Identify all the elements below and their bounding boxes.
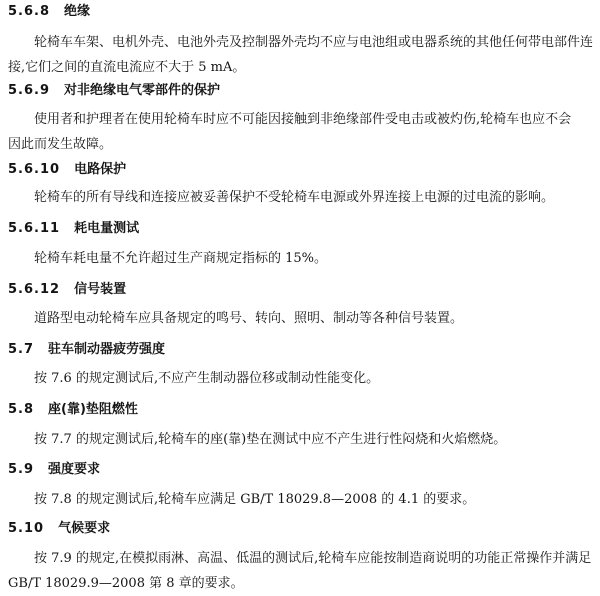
section-paragraph — [8, 185, 594, 210]
section-number: 5.7 — [8, 342, 35, 357]
section-number: 5.9 — [8, 462, 35, 477]
paragraph-line: 轮椅车耗电量不允许超过生产商规定指标的 15%。 — [34, 251, 328, 266]
section-heading — [8, 281, 126, 299]
section-paragraph — [8, 107, 594, 157]
section-number: 5.6.11 — [8, 221, 61, 236]
section-paragraph — [8, 30, 594, 80]
paragraph-line: 轮椅车车架、电机外壳、电池外壳及控制器外壳均不应与电池组或电器系统的其他任何带电部件连 — [34, 35, 594, 50]
section-heading — [8, 341, 165, 359]
section-heading — [8, 82, 220, 100]
paragraph-line: 按 7.7 的规定测试后,轮椅车的座(靠)垫在测试中应不产生进行性闷烧和火焰燃烧。 — [34, 432, 507, 447]
section-title: 绝缘 — [64, 4, 91, 19]
section-paragraph — [8, 487, 594, 512]
section-number: 5.6.10 — [8, 162, 61, 177]
section-paragraph — [8, 546, 594, 596]
paragraph-line: 按 7.8 的规定测试后,轮椅车应满足 GB/T 18029.8—2008 的 4.1 的要求。 — [34, 492, 476, 507]
section-heading — [8, 220, 139, 238]
section-title: 驻车制动器疲劳强度 — [48, 342, 166, 357]
section-number: 5.10 — [8, 521, 45, 536]
section-title: 耗电量测试 — [74, 221, 140, 236]
section-number: 5.6.12 — [8, 282, 61, 297]
section-heading — [8, 401, 138, 419]
section-paragraph — [8, 427, 594, 452]
section-title: 强度要求 — [48, 462, 101, 477]
section-paragraph — [8, 246, 594, 271]
section-heading — [8, 161, 126, 179]
section-title: 气候要求 — [58, 521, 111, 536]
paragraph-line: 按 7.9 的规定,在模拟雨淋、高温、低温的测试后,轮椅车应能按制造商说明的功能正常操作并满足 — [34, 551, 592, 566]
paragraph-line: 因此而发生故障。 — [8, 137, 113, 152]
paragraph-line: 按 7.6 的规定测试后,不应产生制动器位移或制动性能变化。 — [34, 371, 380, 386]
section-paragraph — [8, 366, 594, 391]
section-title: 电路保护 — [74, 162, 127, 177]
paragraph-line: 道路型电动轮椅车应具备规定的鸣号、转向、照明、制动等各种信号装置。 — [34, 311, 464, 326]
section-title: 信号装置 — [74, 282, 127, 297]
section-heading — [8, 520, 110, 538]
section-paragraph — [8, 306, 594, 331]
section-title: 对非绝缘电气零部件的保护 — [64, 83, 221, 98]
section-title: 座(靠)垫阻燃性 — [48, 402, 138, 417]
section-heading — [8, 461, 100, 479]
paragraph-line: 轮椅车的所有导线和连接应被妥善保护不受轮椅车电源或外界连接上电源的过电流的影响。 — [34, 190, 555, 205]
paragraph-line: 使用者和护理者在使用轮椅车时应不可能因接触到非绝缘部件受电击或被灼伤,轮椅车也应不会 — [34, 112, 572, 127]
paragraph-line: GB/T 18029.9—2008 第 8 章的要求。 — [8, 576, 244, 591]
paragraph-line: 接,它们之间的直流电流应不大于 5 mA。 — [8, 60, 246, 75]
section-number: 5.6.9 — [8, 83, 51, 98]
section-number: 5.6.8 — [8, 4, 51, 19]
section-number: 5.8 — [8, 402, 35, 417]
section-heading — [8, 3, 90, 21]
